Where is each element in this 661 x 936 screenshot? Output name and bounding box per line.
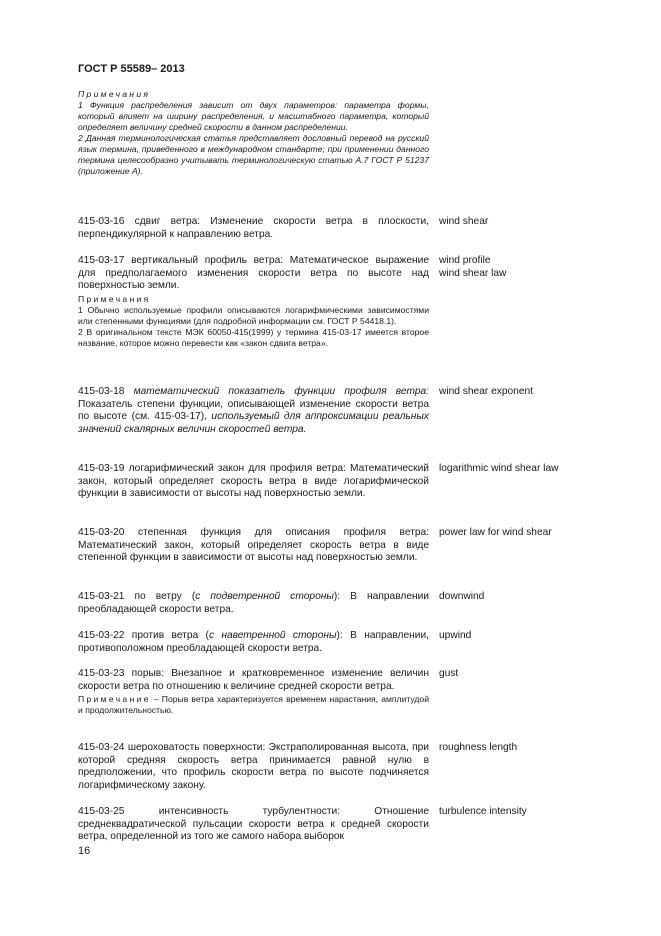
term-note (78, 294, 429, 349)
term-text: 415-03-22 против ветра ( (78, 630, 209, 641)
english-term: gust (439, 668, 459, 679)
term-entry (78, 591, 618, 616)
term-definition (78, 591, 429, 616)
term-definition: 415-03-25 интенсивность турбулентности: Отношение среднеквадратической пульсации скорости ветра к средней скорости ветра, определенной из того же самого набора выборок (78, 806, 429, 842)
notes-title: Примечания (78, 89, 151, 99)
term-def-text: Показатель степени функции, описывающей изменение скорости ветра по высоте (см. 415-03-17), (78, 398, 429, 422)
english-term: wind shear exponent (439, 386, 534, 397)
term-note (78, 694, 429, 716)
term-definition: 415-03-24 шероховатость поверхности: Экстраполированная высота, при которой средняя скорость ветра принимается равной нулю в предположении, что профиль скорости ветра по высоте подчиняется логарифмическому закону. (78, 742, 429, 791)
term-definition (78, 386, 429, 436)
english-term: power law for wind shear (439, 527, 552, 538)
term-entry (78, 742, 618, 792)
term-entry (78, 668, 618, 716)
note-line: 1 Функция распределения зависит от двух параметров: параметра формы, который влияет на ширину распределения, и масштабного параметра, который определяет величину средней скорости в данном распределении. (78, 100, 429, 132)
note-line: 1 Обычно используемые профили описываются логарифмическими зависимостями или степенными функциями (для подробной информации см. ГОСТ Р 54418.1). (78, 304, 429, 326)
page-number: 16 (78, 845, 91, 857)
term-entry (78, 386, 618, 436)
note-line (78, 694, 429, 716)
english-term: wind shear (439, 216, 489, 227)
term-definition (78, 630, 429, 655)
term-synonym: с наветренной стороны (208, 630, 337, 641)
english-term: logarithmic wind shear law (439, 463, 559, 474)
term-definition: 415-03-17 вертикальный профиль ветра: Математическое выражение для предполагаемого изменения скорости ветра по высоте над поверхностью земли. (78, 255, 429, 291)
term-entry (78, 216, 618, 241)
term-synonym: с подветренной стороны (195, 591, 334, 602)
term-entry (78, 806, 618, 844)
term-definition: 415-03-23 порыв: Внезапное и кратковременное изменение величин скорости ветра по отношению к величине средней скорости ветра. (78, 668, 429, 692)
note-line: 2 В оригинальном тексте МЭК 60050-415(1999) у термина 415-03-17 имеется второе название, которое можно перевести как «закон сдвига ветра». (78, 326, 429, 348)
note-text: – Порыв ветра характеризуется временем нарастания, амплитудой и продолжительностью. (78, 694, 429, 715)
term-entry (78, 463, 618, 501)
term-entry (78, 630, 618, 655)
note-title: Примечания (78, 293, 151, 304)
english-term: wind profile (439, 255, 491, 266)
note-line: 2 Данная терминологическая статья представляет дословный перевод на русский язык термина, приведенного в международном стандарте; при применении данного термина целесообразно учитывать терминологическую статью А.7 ГОСТ Р 51237 (приложение А). (78, 133, 429, 176)
top-notes (78, 89, 429, 177)
term-definition: 415-03-20 степенная функция для описания профиля ветра: Математический закон, который определяет скорость ветра в виде степенной функции в зависимости от высоты над поверхностью земли. (78, 527, 429, 563)
document-header: ГОСТ Р 55589– 2013 (78, 63, 185, 75)
english-term: wind shear law (439, 267, 507, 279)
term-name: математический показатель функции профиля ветра: (133, 386, 429, 397)
term-text: ): В направлении преобладающей скорости ветра. (78, 591, 429, 615)
english-term: roughness length (439, 742, 518, 753)
term-def-italic: используемый для аппроксимации реальных значений скалярных величин скоростей ветра. (78, 411, 429, 435)
term-text: 415-03-21 по ветру ( (78, 591, 196, 602)
english-term: upwind (439, 630, 472, 641)
term-entry (78, 255, 618, 349)
term-text: ): В направлении, противоположном преобладающей скорости ветра. (78, 630, 429, 654)
term-number: 415-03-18 (78, 386, 125, 397)
english-term: turbulence intensity (439, 806, 527, 817)
term-definition: 415-03-16 сдвиг ветра: Изменение скорости ветра в плоскости, перпендикулярной к направлению ветра. (78, 216, 429, 240)
english-term: downwind (439, 591, 485, 602)
term-entry (78, 527, 618, 565)
term-definition: 415-03-19 логарифмический закон для профиля ветра: Математический закон, который определяет скорость ветра в виде логарифмической функции в зависимости от высоты над поверхностью земли. (78, 463, 429, 499)
note-title: Примечание (78, 694, 151, 704)
